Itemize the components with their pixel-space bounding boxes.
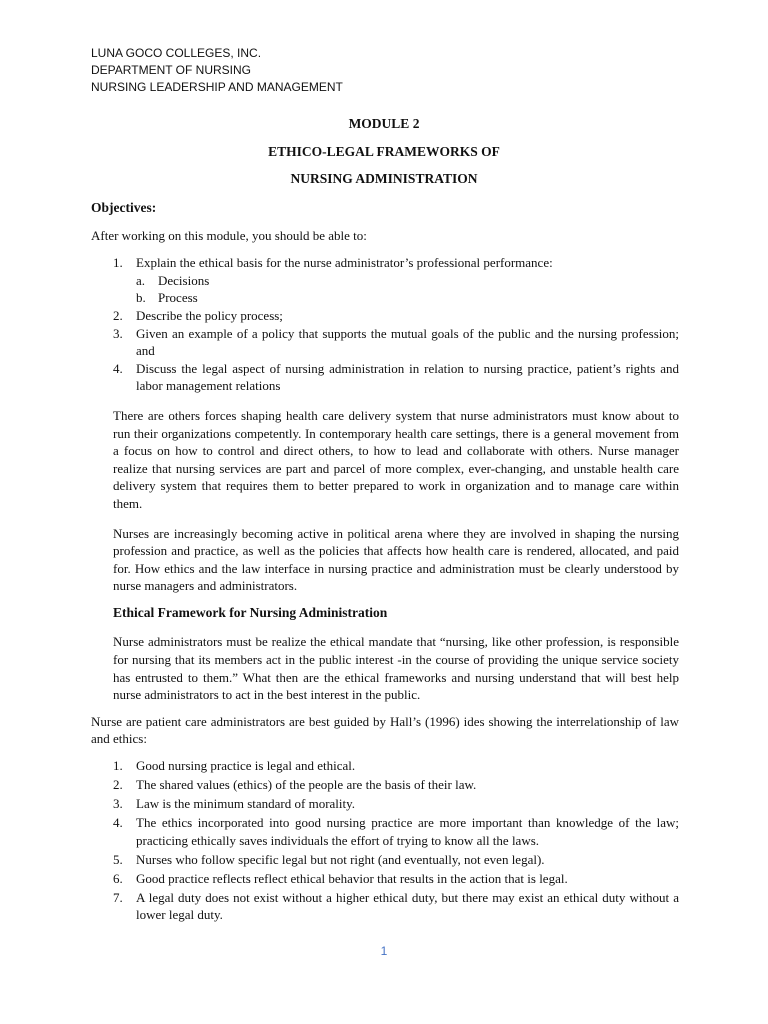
objectives-list — [91, 254, 679, 395]
list-subitem: a. Decisions — [136, 272, 210, 288]
list-item: 1. Good nursing practice is legal and ethical. — [113, 758, 356, 774]
module-number: MODULE 2 — [348, 116, 420, 131]
list-item: 4. The ethics incorporated into good nursing practice are more important than knowledge of the law; practicing ethically saves individuals the effort of trying to know all the laws. — [113, 814, 679, 848]
list-item: 4. Discuss the legal aspect of nursing administration in relation to nursing practice, patient’s rights and labor management relations — [113, 360, 679, 394]
list-item: 3. Law is the minimum standard of morality. — [113, 796, 356, 811]
section-heading: Ethical Framework for Nursing Administration — [113, 604, 388, 620]
list-item: 1. Explain the ethical basis for the nurse administrator’s professional performance: — [113, 255, 553, 271]
objectives-heading: Objectives: — [91, 200, 157, 215]
module-title-line1: ETHICO-LEGAL FRAMEWORKS OF — [268, 144, 500, 159]
paragraph-hall-intro: Nurse are patient care administrators are best guided by Hall’s (1996) ides showing the interrelationship of law and ethics: — [91, 713, 679, 747]
college-name: LUNA GOCO COLLEGES, INC. — [91, 46, 262, 60]
module-title-line2: NURSING ADMINISTRATION — [290, 171, 478, 186]
document-body — [91, 199, 679, 925]
page-number: 1 — [380, 944, 388, 958]
department-name: DEPARTMENT OF NURSING — [91, 63, 252, 77]
list-item: 2. Describe the policy process; — [113, 307, 283, 323]
list-item: 6. Good practice reflects reflect ethical behavior that results in the action that is legal. — [113, 870, 568, 886]
paragraph-political: Nurses are increasingly becoming active in political arena where they are involved in shaping the nursing profession and practice, as well as the policies that affects how health care is rendered, allocated, and paid for. How ethics and the law interface in nursing practice and administration must be clearly understood by nurse managers and administrators. — [113, 525, 679, 594]
list-item: 2. The shared values (ethics) of the people are the basis of their law. — [113, 777, 477, 793]
document-header — [91, 45, 343, 96]
hall-principles-list — [91, 757, 679, 924]
list-subitem: b. Process — [136, 290, 198, 306]
list-item: 7. A legal duty does not exist without a higher ethical duty, but there may exist an ethical duty without a lower legal duty. — [113, 889, 679, 923]
paragraph-ethical-mandate: Nurse administrators must be realize the ethical mandate that “nursing, like other profession, is responsible for nursing that its members act in the public interest -in the course of providing the unique service society has entrusted to them.” What then are the ethical frameworks and nursing understand that will best help nurse administrators to act in the best interest in the public. — [113, 634, 679, 703]
course-name: NURSING LEADERSHIP AND MANAGEMENT — [91, 80, 343, 94]
paragraph-forces: There are others forces shaping health care delivery system that nurse administrators must know about to run their organizations competently. In contemporary health care settings, there is a general movement from a focus on how to control and direct others, to how to lead and collaborate with others. Nurse manager realize that nursing services are part and parcel of more complex, ever-changing, and unstable health care delivery system that requires them to better prepared to work in organization and to manage care within them. — [113, 407, 679, 511]
list-item: 3. Given an example of a policy that supports the mutual goals of the public and the nursing profession; and — [113, 325, 679, 359]
list-item: 5. Nurses who follow specific legal but not right (and eventually, not even legal). — [113, 851, 545, 867]
objectives-intro: After working on this module, you should be able to: — [91, 227, 367, 243]
